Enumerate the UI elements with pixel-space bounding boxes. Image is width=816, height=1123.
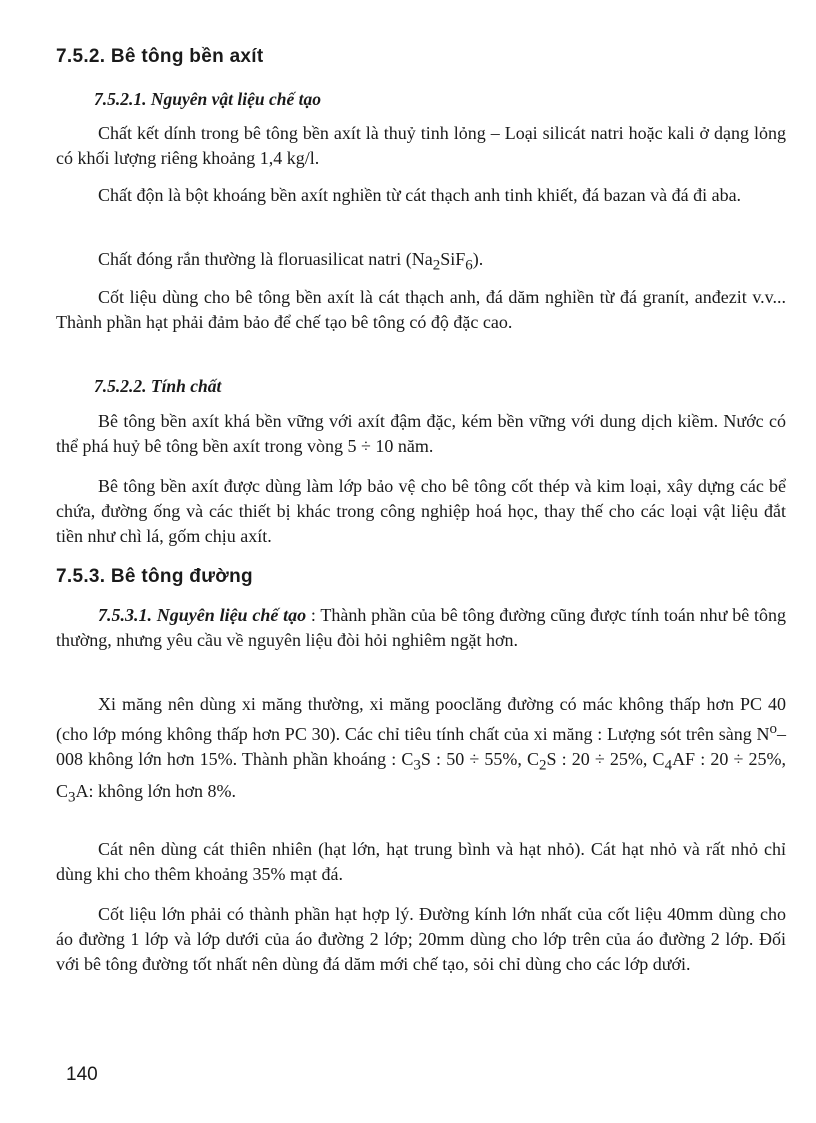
paragraph-road-materials: 7.5.3.1. Nguyên liệu chế tạo : Thành phần của bê tông đường cũng được tính toán như bê tông thường, nhưng yêu cầu về nguyên liệu đòi hỏi nghiêm ngặt hơn. xyxy=(56,605,786,650)
inline-subheading-7-5-3-1: 7.5.3.1. Nguyên liệu chế tạo xyxy=(98,605,307,625)
section-heading-7-5-3: 7.5.3. Bê tông đường xyxy=(56,566,253,587)
paragraph-binder: Chất kết dính trong bê tông bền axít là thuỷ tinh lỏng – Loại silicát natri hoặc kali ở dạng lỏng có khối lượng riêng khoảng 1,4 kg/l. xyxy=(56,123,786,168)
paragraph-hardener: Chất đóng rắn thường là floruasilicat natri $(Na_2SiF_6)$. xyxy=(98,249,484,274)
paragraph-coarse-aggregate: Cốt liệu lớn phải có thành phần hạt hợp lý. Đường kính lớn nhất của cốt liệu 40mm dùng cho áo đường 1 lớp và lớp dưới của áo đường 2 lớp; 20mm dùng cho lớp trên của áo đường 2 lớp. Đối với bê tông đường tốt nhất nên dùng đá dăm mới chế tạo, sỏi chỉ dùng cho các lớp dưới. xyxy=(56,904,786,974)
paragraph-properties: Bê tông bền axít khá bền vững với axít đậm đặc, kém bền vững với dung dịch kiềm. Nước có thể phá huỷ bê tông bền axít trong vòng 5 ÷ 10 năm. xyxy=(56,411,786,456)
paragraph-filler: Chất độn là bột khoáng bền axít nghiền từ cát thạch anh tinh khiết, đá bazan và đá đi aba. xyxy=(98,185,742,205)
page-number: 140 xyxy=(66,1064,98,1085)
subsection-heading-7-5-2-1: 7.5.2.1. Nguyên vật liệu chế tạo xyxy=(94,89,321,109)
section-heading-7-5-2: 7.5.2. Bê tông bền axít xyxy=(56,46,264,67)
paragraph-applications: Bê tông bền axít được dùng làm lớp bảo vệ cho bê tông cốt thép và kim loại, xây dựng các bể chứa, đường ống và các thiết bị khác trong công nghiệp hoá học, thay thế cho các loại vật liệu đắt tiền như chì lá, gốm chịu axít. xyxy=(56,476,786,546)
paragraph-cement: Xi măng nên dùng xi măng thường, xi măng pooclăng đường có mác không thấp hơn PC 40 (cho lớp móng không thấp hơn PC 30). Các chỉ tiêu tính chất của xi măng : Lượng sót trên sàng $N^o-008$ không lớn hơn 15%. Thành phần khoáng : $C_3S$ : 50 ÷ 55%, $C_2S$ : 20 ÷ 25%, $C_4AF$ : 20 ÷ 25%, $C_3A$: không lớn hơn 8%. xyxy=(56,694,786,806)
subsection-heading-7-5-2-2: 7.5.2.2. Tính chất xyxy=(94,376,222,396)
paragraph-aggregate: Cốt liệu dùng cho bê tông bền axít là cát thạch anh, đá dăm nghiền từ đá granít, anđezit v.v... Thành phần hạt phải đảm bảo để chế tạo bê tông có độ đặc cao. xyxy=(56,287,786,332)
paragraph-sand: Cát nên dùng cát thiên nhiên (hạt lớn, hạt trung bình và hạt nhỏ). Cát hạt nhỏ và rất nhỏ chỉ dùng khi cho thêm khoảng 35% mạt đá. xyxy=(56,839,786,884)
